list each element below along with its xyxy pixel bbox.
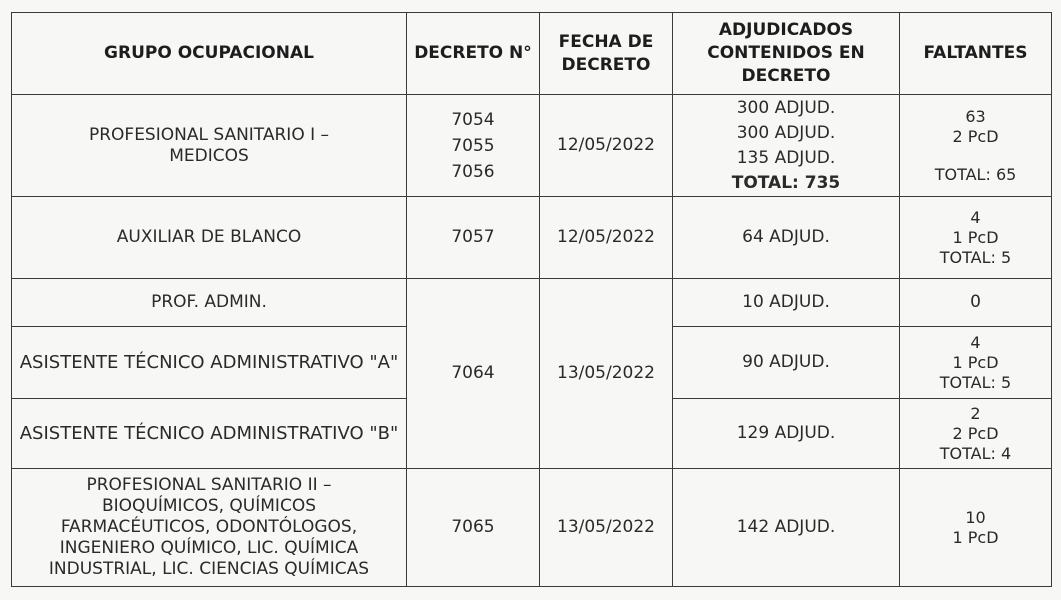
cell-fecha: 12/05/2022 xyxy=(540,197,673,279)
faltantes-value: 4 xyxy=(970,332,981,352)
cell-grupo: AUXILIAR DE BLANCO xyxy=(12,197,407,279)
cell-fecha: 12/05/2022 xyxy=(540,95,673,197)
faltantes-pcd: 1 PcD xyxy=(952,352,999,372)
cell-faltantes: 0 xyxy=(900,279,1052,327)
faltantes-pcd: 1 PcD xyxy=(952,527,999,547)
faltantes-value: 2 xyxy=(970,403,981,423)
faltantes-total: TOTAL: 65 xyxy=(934,165,1017,184)
adjudicados-value: 300 ADJUD. xyxy=(736,97,836,118)
cell-adjudicados xyxy=(673,95,900,197)
table-row xyxy=(12,95,1052,197)
cell-adjudicados: 90 ADJUD. xyxy=(673,327,900,399)
faltantes-total: TOTAL: 4 xyxy=(939,443,1012,463)
faltantes-total: TOTAL: 5 xyxy=(939,247,1012,267)
cell-faltantes xyxy=(900,197,1052,279)
cell-decreto: 7057 xyxy=(407,197,540,279)
cell-grupo: ASISTENTE TÉCNICO ADMINISTRATIVO "B" xyxy=(12,399,407,469)
cell-adjudicados: 142 ADJUD. xyxy=(673,469,900,587)
header-decreto-numero: DECRETO N° xyxy=(407,13,540,95)
cell-adjudicados: 129 ADJUD. xyxy=(673,399,900,469)
decreto-value: 7055 xyxy=(451,135,495,156)
adjudicados-value: 300 ADJUD. xyxy=(736,122,836,143)
header-faltantes: FALTANTES xyxy=(900,13,1052,95)
table-row xyxy=(12,279,1052,327)
header-adjudicados: ADJUDICADOS CONTENIDOS EN DECRETO xyxy=(673,13,900,95)
header-row xyxy=(12,13,1052,95)
table-row xyxy=(12,197,1052,279)
decreto-value: 7054 xyxy=(451,109,495,130)
faltantes-total: TOTAL: 5 xyxy=(939,372,1012,392)
cell-grupo: PROFESIONAL SANITARIO I – MEDICOS xyxy=(12,95,407,197)
table-row xyxy=(12,469,1052,587)
faltantes-pcd: 2 PcD xyxy=(952,423,999,443)
faltantes-pcd: 1 PcD xyxy=(952,227,999,247)
adjudicados-value: 135 ADJUD. xyxy=(736,147,836,168)
cell-adjudicados: 64 ADJUD. xyxy=(673,197,900,279)
faltantes-value: 10 xyxy=(965,507,986,527)
cell-fecha: 13/05/2022 xyxy=(540,469,673,587)
faltantes-value: 63 xyxy=(965,107,986,126)
adjudicados-total: TOTAL: 735 xyxy=(731,172,841,193)
header-fecha-decreto: FECHA DE DECRETO xyxy=(540,13,673,95)
faltantes-pcd: 2 PcD xyxy=(952,127,999,146)
cell-decreto: 7064 xyxy=(407,279,540,469)
cell-grupo: PROF. ADMIN. xyxy=(12,279,407,327)
cell-decreto: 7065 xyxy=(407,469,540,587)
cell-grupo: PROFESIONAL SANITARIO II – BIOQUÍMICOS, QUÍMICOS FARMACÉUTICOS, ODONTÓLOGOS, INGENIERO QUÍMICO, LIC. QUÍMICA INDUSTRIAL, LIC. CIENCIAS QUÍMICAS xyxy=(12,469,407,587)
adjudicaciones-table xyxy=(11,12,1052,587)
cell-decreto xyxy=(407,95,540,197)
faltantes-value: 4 xyxy=(970,207,981,227)
decreto-value: 7056 xyxy=(451,161,495,182)
cell-faltantes xyxy=(900,327,1052,399)
header-grupo-ocupacional: GRUPO OCUPACIONAL xyxy=(12,13,407,95)
cell-faltantes xyxy=(900,469,1052,587)
cell-faltantes xyxy=(900,95,1052,197)
cell-fecha: 13/05/2022 xyxy=(540,279,673,469)
cell-grupo: ASISTENTE TÉCNICO ADMINISTRATIVO "A" xyxy=(12,327,407,399)
cell-faltantes xyxy=(900,399,1052,469)
cell-adjudicados: 10 ADJUD. xyxy=(673,279,900,327)
